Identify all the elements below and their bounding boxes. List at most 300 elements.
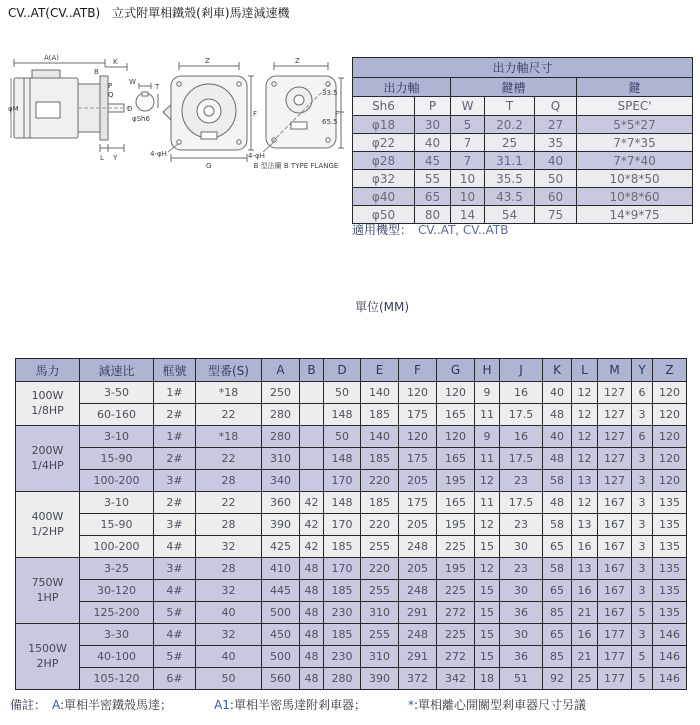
power-watts: 1500W: [28, 642, 67, 656]
main-table-cell: 167: [598, 580, 632, 602]
main-table-cell: 42: [300, 536, 324, 558]
main-table-cell: 40-100: [80, 646, 154, 668]
dim-label-q: Q: [108, 91, 114, 99]
shaft-table: [352, 57, 693, 224]
shaft-table-cell: 7*7*40: [577, 152, 693, 170]
footnote-note: [408, 698, 586, 712]
footnote-text: :單相離心開關型剎車器尺寸另議: [413, 698, 586, 712]
main-table-cell: 50: [324, 382, 361, 404]
main-table-cell: 205: [399, 514, 437, 536]
main-table-cell: 30: [500, 536, 543, 558]
table-row: [353, 188, 693, 206]
main-table-cell: 16: [572, 624, 598, 646]
footnote-key: A: [52, 698, 61, 712]
dim-label-holes1: 4-φH: [150, 150, 167, 158]
main-table-cell: 3: [632, 558, 653, 580]
main-table-cell: 13: [572, 514, 598, 536]
main-table-cell: 175: [399, 492, 437, 514]
main-table-cell: 165: [437, 448, 475, 470]
main-table-cell: 1#: [154, 382, 196, 404]
main-table-cell: 4#: [154, 536, 196, 558]
footnote-key: *: [407, 698, 414, 712]
main-header-row: [16, 359, 687, 382]
shaft-table-cell: φ50: [353, 206, 415, 224]
power-cell: [16, 492, 80, 558]
main-table-cell: *18: [196, 426, 262, 448]
main-table-cell: 17.5: [500, 492, 543, 514]
shaft-table-cell: 25: [485, 134, 535, 152]
main-table-cell: 560: [262, 668, 300, 690]
main-table-cell: 225: [437, 624, 475, 646]
main-table-cell: 23: [500, 514, 543, 536]
main-table-cell: 42: [300, 514, 324, 536]
main-table-cell: 15: [475, 580, 500, 602]
main-column-header: A: [262, 359, 300, 382]
main-table-cell: 3: [632, 404, 653, 426]
shaft-dimension-table: [352, 57, 693, 224]
shaft-table-body: [353, 116, 693, 224]
main-table-cell: 15: [475, 536, 500, 558]
main-table-cell: 12: [475, 470, 500, 492]
main-table-cell: 23: [500, 558, 543, 580]
main-table-cell: 220: [361, 470, 399, 492]
main-table-cell: 230: [324, 646, 361, 668]
main-table-cell: 6#: [154, 668, 196, 690]
shaft-table-cell: φ28: [353, 152, 415, 170]
shaft-column-header: P: [415, 97, 451, 116]
main-table-cell: 195: [437, 558, 475, 580]
main-table-cell: 5: [632, 668, 653, 690]
shaft-group-header: 鍵槽: [451, 78, 577, 97]
main-table-cell: 3: [632, 492, 653, 514]
main-table-cell: 48: [543, 448, 572, 470]
power-cell: [16, 624, 80, 690]
main-table-cell: 220: [361, 514, 399, 536]
main-table-cell: 36: [500, 646, 543, 668]
shaft-table-cell: 20.2: [485, 116, 535, 134]
shaft-table-head: [353, 58, 693, 116]
main-table-cell: 390: [361, 668, 399, 690]
main-table-cell: 3: [632, 514, 653, 536]
main-table-cell: 280: [262, 426, 300, 448]
main-table-cell: 9: [475, 426, 500, 448]
main-column-header: L: [572, 359, 598, 382]
dim-label-z2: Z: [295, 57, 300, 65]
main-table-cell: 16: [572, 536, 598, 558]
main-table-cell: 17.5: [500, 448, 543, 470]
main-table-cell: 177: [598, 624, 632, 646]
power-hp: 2HP: [36, 656, 59, 670]
shaft-table-cell: φ18: [353, 116, 415, 134]
dim-label-f1: F: [253, 110, 258, 118]
dim-label-d: D: [127, 105, 133, 113]
side-view-drawing: [11, 59, 133, 152]
main-column-header: Z: [653, 359, 687, 382]
main-table-cell: 23: [500, 470, 543, 492]
power-watts: 200W: [31, 444, 64, 458]
main-table-cell: 48: [543, 404, 572, 426]
dim-label-w: W: [129, 78, 136, 86]
main-table-cell: 195: [437, 514, 475, 536]
main-table-cell: 170: [324, 470, 361, 492]
main-table-cell: 32: [196, 536, 262, 558]
dim-label-p: P: [108, 82, 113, 90]
footnote-text: :單相半密馬達附剎車器；: [229, 698, 366, 712]
dim-label-k: K: [113, 58, 118, 66]
shaft-table-cell: 75: [535, 206, 577, 224]
main-table-cell: 3-10: [80, 492, 154, 514]
shaft-table-cell: 40: [535, 152, 577, 170]
table-row: [16, 492, 687, 514]
main-table-cell: 100-200: [80, 536, 154, 558]
main-column-header: Y: [632, 359, 653, 382]
main-table-cell: 15: [475, 624, 500, 646]
shaft-column-header-row: [353, 97, 693, 116]
main-table-cell: 120: [653, 382, 687, 404]
main-table-cell: 127: [598, 404, 632, 426]
table-row: [16, 646, 687, 668]
main-table-cell: 165: [437, 492, 475, 514]
main-table-cell: 148: [324, 404, 361, 426]
main-table-cell: 60-160: [80, 404, 154, 426]
main-table-cell: 135: [653, 514, 687, 536]
dim-label-sh6: φSh6: [132, 115, 150, 123]
table-row: [16, 668, 687, 690]
main-table-cell: 3-25: [80, 558, 154, 580]
main-table-cell: 32: [196, 624, 262, 646]
main-table-cell: 105-120: [80, 668, 154, 690]
main-table-cell: 125-200: [80, 602, 154, 624]
main-table-cell: 250: [262, 382, 300, 404]
main-table-cell: 248: [399, 536, 437, 558]
main-table-cell: *18: [196, 382, 262, 404]
shaft-table-cell: 30: [415, 116, 451, 134]
main-table-cell: 140: [361, 426, 399, 448]
main-table-cell: 310: [262, 448, 300, 470]
table-row: [16, 514, 687, 536]
main-table-cell: 15: [475, 602, 500, 624]
power-cell: [16, 426, 80, 492]
main-column-header: 減速比: [80, 359, 154, 382]
main-table-cell: 3: [632, 624, 653, 646]
main-table-cell: 30: [500, 580, 543, 602]
shaft-title-row: [353, 58, 693, 78]
main-column-header: J: [500, 359, 543, 382]
main-table-cell: 15: [475, 646, 500, 668]
table-row: [16, 404, 687, 426]
main-table-cell: 310: [361, 602, 399, 624]
table-row: [353, 116, 693, 134]
footnote-note: [214, 698, 366, 712]
main-table-cell: 3#: [154, 514, 196, 536]
shaft-table-cell: 7: [451, 134, 485, 152]
main-table-cell: 195: [437, 470, 475, 492]
main-table-cell: 32: [196, 580, 262, 602]
shaft-table-cell: φ40: [353, 188, 415, 206]
shaft-table-cell: 10: [451, 170, 485, 188]
power-watts: 400W: [31, 510, 64, 524]
main-column-header: F: [399, 359, 437, 382]
main-table-cell: 225: [437, 580, 475, 602]
main-table-cell: 3: [632, 448, 653, 470]
drawing-canvas: [8, 48, 348, 170]
shaft-table-cell: 35: [535, 134, 577, 152]
main-column-header: H: [475, 359, 500, 382]
dim-label-a: A(A): [44, 54, 60, 62]
main-column-header: G: [437, 359, 475, 382]
main-table-head: [16, 359, 687, 382]
shaft-table-cell: 40: [415, 134, 451, 152]
main-table-cell: 146: [653, 668, 687, 690]
flange-front-drawing: [163, 62, 254, 162]
main-table-cell: 2#: [154, 404, 196, 426]
main-table-cell: 220: [361, 558, 399, 580]
main-table-cell: 25: [572, 668, 598, 690]
main-table-cell: 21: [572, 646, 598, 668]
main-table-cell: 342: [437, 668, 475, 690]
main-table-cell: 225: [437, 536, 475, 558]
shaft-group-header-row: [353, 78, 693, 97]
main-table-cell: 30-120: [80, 580, 154, 602]
shaft-table-cell: 65: [415, 188, 451, 206]
main-column-header: E: [361, 359, 399, 382]
main-table-cell: 11: [475, 492, 500, 514]
power-cell: [16, 382, 80, 426]
main-table-cell: [300, 448, 324, 470]
main-table-cell: 2#: [154, 492, 196, 514]
shaft-table-cell: 31.1: [485, 152, 535, 170]
shaft-table-cell: 43.5: [485, 188, 535, 206]
table-row: [16, 536, 687, 558]
main-table-cell: 410: [262, 558, 300, 580]
dim-label-y: Y: [113, 154, 118, 162]
footnote-label: 備註：: [10, 698, 47, 712]
main-table-cell: 3#: [154, 470, 196, 492]
main-table-cell: 120: [399, 426, 437, 448]
shaft-table-cell: φ32: [353, 170, 415, 188]
main-table-cell: 40: [543, 382, 572, 404]
main-table-cell: 16: [500, 426, 543, 448]
main-table-cell: 120: [653, 470, 687, 492]
main-table-cell: 51: [500, 668, 543, 690]
main-table-cell: 310: [361, 646, 399, 668]
main-table-cell: 16: [572, 580, 598, 602]
main-table-cell: 3-30: [80, 624, 154, 646]
technical-drawings: [8, 48, 348, 170]
main-table-cell: 36: [500, 602, 543, 624]
main-table-cell: 185: [361, 448, 399, 470]
main-table-cell: [300, 426, 324, 448]
main-table-cell: 248: [399, 580, 437, 602]
main-table-cell: 6: [632, 382, 653, 404]
dim-label-b: B: [94, 68, 99, 76]
main-table-cell: 167: [598, 536, 632, 558]
main-table-cell: 148: [324, 448, 361, 470]
main-table-cell: 22: [196, 404, 262, 426]
main-table-cell: 21: [572, 602, 598, 624]
main-column-header: 馬力: [16, 359, 80, 382]
main-table-cell: 340: [262, 470, 300, 492]
main-table-cell: 185: [324, 536, 361, 558]
main-table-cell: 12: [475, 514, 500, 536]
shaft-group-header: 鍵: [577, 78, 693, 97]
dim-label-z1: Z: [205, 57, 210, 65]
table-row: [353, 152, 693, 170]
shaft-table-cell: 55: [415, 170, 451, 188]
dim-label-l: L: [100, 154, 104, 162]
shaft-column-header: T: [485, 97, 535, 116]
main-table-cell: 28: [196, 558, 262, 580]
table-row: [16, 470, 687, 492]
main-table-cell: 3: [632, 536, 653, 558]
main-table-cell: 135: [653, 580, 687, 602]
main-table-cell: 450: [262, 624, 300, 646]
main-table-cell: 167: [598, 492, 632, 514]
table-row: [16, 382, 687, 404]
main-column-header: D: [324, 359, 361, 382]
main-table-cell: 170: [324, 514, 361, 536]
main-table-cell: 28: [196, 470, 262, 492]
main-column-header: 型番(S): [196, 359, 262, 382]
main-table-cell: 48: [300, 668, 324, 690]
main-table-cell: 146: [653, 624, 687, 646]
main-table-cell: 120: [653, 448, 687, 470]
main-table-cell: 445: [262, 580, 300, 602]
main-table-cell: 230: [324, 602, 361, 624]
main-table-cell: 280: [324, 668, 361, 690]
main-column-header: M: [598, 359, 632, 382]
main-table-cell: 48: [300, 580, 324, 602]
shaft-table-title: 出力軸尺寸: [353, 58, 693, 78]
shaft-column-header: W: [451, 97, 485, 116]
main-table-cell: [300, 404, 324, 426]
main-table-cell: 48: [300, 646, 324, 668]
main-table-cell: 360: [262, 492, 300, 514]
main-table-cell: 48: [300, 624, 324, 646]
dim-label-f2: F: [335, 110, 340, 118]
main-table-cell: 5: [632, 646, 653, 668]
main-table-cell: 40: [543, 426, 572, 448]
main-table-cell: 42: [300, 492, 324, 514]
dim-label-65-5: 65.5: [322, 118, 338, 126]
shaft-table-cell: 5*5*27: [577, 116, 693, 134]
table-row: [353, 170, 693, 188]
applicable-models: [352, 221, 508, 238]
main-table-cell: 280: [262, 404, 300, 426]
main-table-cell: 13: [572, 558, 598, 580]
main-table-cell: 185: [324, 624, 361, 646]
main-table-cell: 248: [399, 624, 437, 646]
main-table-cell: 120: [437, 426, 475, 448]
main-table-cell: 11: [475, 404, 500, 426]
main-table-cell: 100-200: [80, 470, 154, 492]
main-table-cell: 65: [543, 624, 572, 646]
dim-label-33-5: 33.5: [322, 89, 338, 97]
main-table-cell: 272: [437, 602, 475, 624]
table-row: [353, 134, 693, 152]
dim-label-g: G: [206, 162, 212, 170]
main-table-cell: 205: [399, 558, 437, 580]
main-table-cell: 120: [653, 404, 687, 426]
main-table: [15, 358, 687, 690]
footnote-key: A1: [214, 698, 230, 712]
main-column-header: B: [300, 359, 324, 382]
shaft-table-cell: 7*7*35: [577, 134, 693, 152]
main-table-cell: 135: [653, 492, 687, 514]
main-table-cell: 12: [572, 448, 598, 470]
dim-label-m: φM: [8, 105, 19, 113]
main-table-cell: 12: [572, 404, 598, 426]
main-table-cell: 177: [598, 646, 632, 668]
table-row: [16, 426, 687, 448]
main-table-cell: 6: [632, 426, 653, 448]
main-table-cell: 255: [361, 624, 399, 646]
table-row: [16, 580, 687, 602]
main-table-cell: 255: [361, 536, 399, 558]
main-table-cell: 3: [632, 470, 653, 492]
main-table-cell: 390: [262, 514, 300, 536]
shaft-table-cell: 45: [415, 152, 451, 170]
power-hp: 1/2HP: [31, 524, 64, 538]
main-table-cell: 127: [598, 382, 632, 404]
shaft-table-cell: φ22: [353, 134, 415, 152]
shaft-table-cell: 80: [415, 206, 451, 224]
main-table-cell: 185: [324, 580, 361, 602]
main-table-cell: 3-10: [80, 426, 154, 448]
main-table-cell: [300, 470, 324, 492]
main-table-cell: 140: [361, 382, 399, 404]
main-table-cell: 425: [262, 536, 300, 558]
main-table-cell: 120: [399, 382, 437, 404]
main-table-cell: 291: [399, 602, 437, 624]
shaft-table-cell: 14*9*75: [577, 206, 693, 224]
main-table-cell: 272: [437, 646, 475, 668]
power-hp: 1/8HP: [31, 403, 64, 417]
main-table-cell: 48: [300, 602, 324, 624]
main-table-cell: 12: [572, 426, 598, 448]
main-table-cell: 205: [399, 470, 437, 492]
main-table-cell: 135: [653, 558, 687, 580]
main-table-cell: 175: [399, 404, 437, 426]
main-table-cell: 167: [598, 514, 632, 536]
main-table-cell: 167: [598, 602, 632, 624]
main-table-cell: 18: [475, 668, 500, 690]
main-table-cell: 85: [543, 602, 572, 624]
shaft-table-cell: 27: [535, 116, 577, 134]
power-watts: 750W: [31, 576, 64, 590]
shaft-table-cell: 10*8*50: [577, 170, 693, 188]
applicable-value: CV..AT, CV..ATB: [418, 223, 509, 237]
power-hp: 1/4HP: [31, 458, 64, 472]
main-table-cell: 3#: [154, 558, 196, 580]
shaft-column-header: SPEC': [577, 97, 693, 116]
main-table-cell: 3-50: [80, 382, 154, 404]
main-table-cell: 85: [543, 646, 572, 668]
main-table-cell: 65: [543, 580, 572, 602]
shaft-group-header: 出力軸: [353, 78, 451, 97]
main-table-cell: 50: [324, 426, 361, 448]
main-table-cell: 48: [543, 492, 572, 514]
shaft-table-cell: 35.5: [485, 170, 535, 188]
table-row: [16, 602, 687, 624]
footnote-note: [52, 698, 172, 712]
main-table-cell: 185: [361, 492, 399, 514]
main-table-cell: 167: [598, 558, 632, 580]
main-table-cell: 30: [500, 624, 543, 646]
main-table-cell: 146: [653, 646, 687, 668]
unit-label: 單位(MM): [355, 300, 410, 314]
dim-label-t: T: [155, 83, 160, 91]
